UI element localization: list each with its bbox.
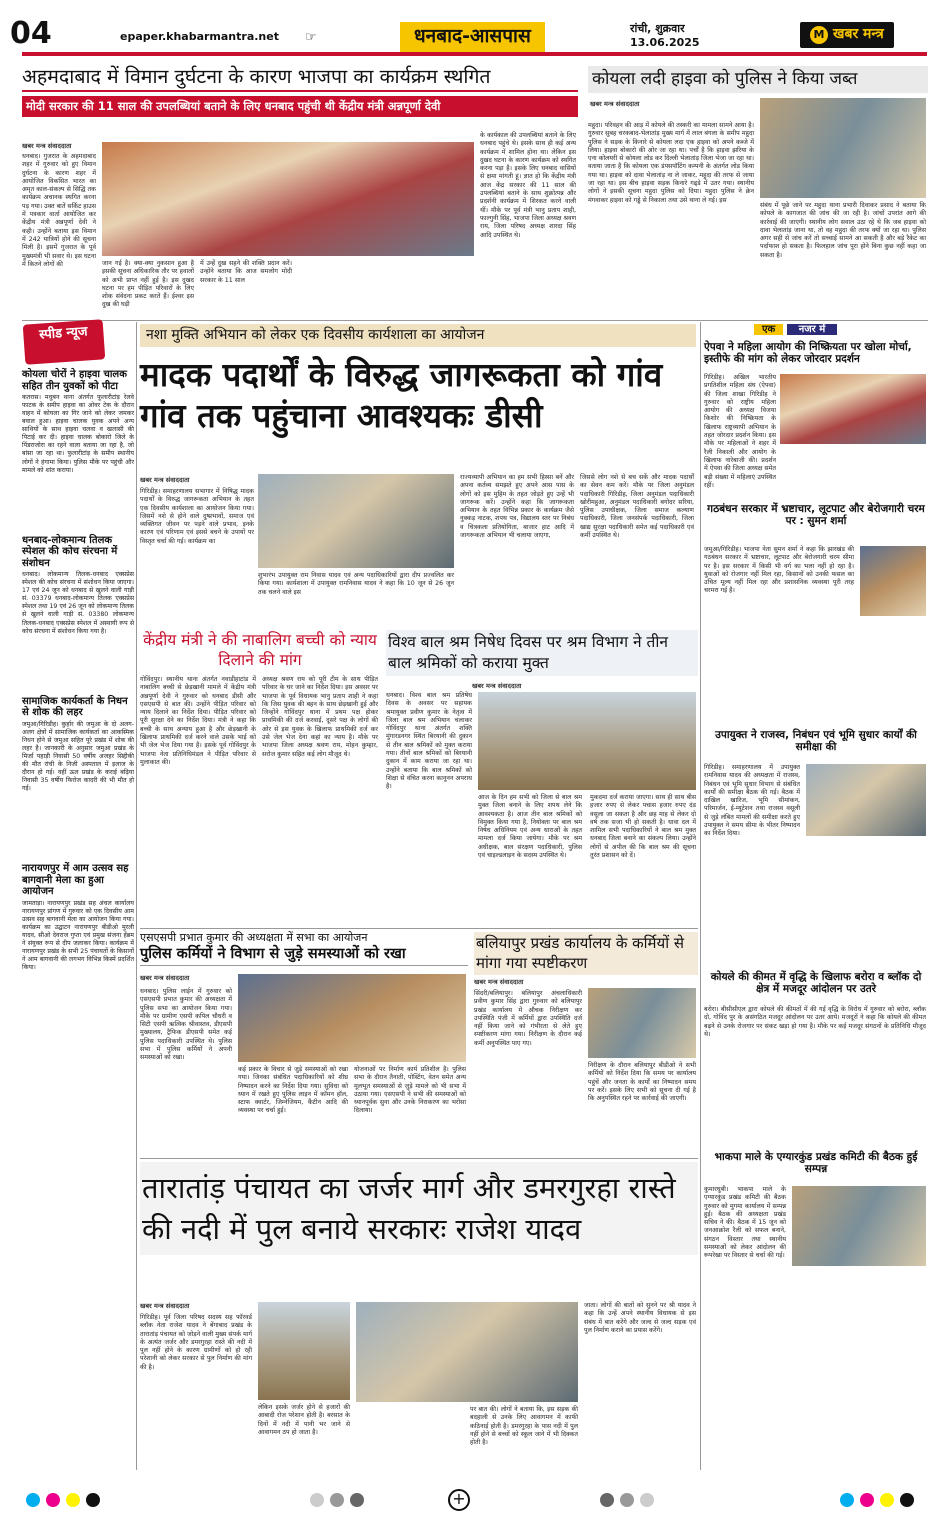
registration-mark xyxy=(66,1493,80,1507)
kicker: एसएसपी प्रभात कुमार की अध्यक्षता में सभा का आयोजन xyxy=(140,931,368,944)
body-col-2: शुभारंभ उपायुक्त राम निवास यादव एवं अन्य पदाधिकारियों द्वारा दीप प्रज्वलित कर किया गया। कार्यशाला में उपायुक्त रामनिवास यादव ने कहा कि 10 जून से 26 जून तक चलने वाले इस xyxy=(258,572,454,596)
cursor-icon: ☞ xyxy=(305,30,317,45)
item-title: धनबाद-लोकमान्य तिलक स्पेशल की कोच संरचना में संशोधन xyxy=(22,534,118,569)
news-photo xyxy=(860,546,926,616)
registration-mark xyxy=(900,1493,914,1507)
byline: खबर मन्त्र संवाददाता xyxy=(140,476,190,484)
byline: खबर मन्त्र संवाददाता xyxy=(474,978,524,986)
date-block xyxy=(630,22,700,51)
divider xyxy=(140,1158,698,1159)
registration-mark xyxy=(600,1493,614,1507)
headline: पुलिस कर्मियों ने विभाग से जुड़े समस्याओं को रखा xyxy=(140,947,468,966)
section-title: धनबाद-आसपास xyxy=(400,22,545,52)
item-text: जमुआ/गिरिडीह। कुर्हार की जमुआ के दो अलग-अलग क्षेत्रों में सामाजिक कार्यकर्ता का आकस्मिक निधन होने से जमुआ सहित पूरे प्रखंड में शोक की लहर है। जानकारी के अनुसार जमुआ प्रखंड के मिर्जा पहाड़ी निवासी 50 वर्षीय अजहर सिद्दीकी की मौत रांची के निजी अस्पताल में इलाज के दौरान हो गई। वहीं ऊल प्रखंड के कराई बढ़िया निवासी 35 वर्षीय फिरोज कादरी की भी मौत हो गई। xyxy=(22,720,134,793)
story-coal-truck xyxy=(588,66,928,318)
news-photo xyxy=(478,692,696,790)
item-title: भाकपा माले के एग्यारकुंड प्रखंड कमिटी की बैठक हुई सम्पन्न xyxy=(714,1151,918,1175)
registration-mark xyxy=(86,1493,100,1507)
body-col-3: पर बात की। लोगों ने बताया कि, इस सड़क की बदहाली से उनके लिए आवागमन में काफी कठिनाई होती है। डमरगुरहा के पास नदी में पुल नहीं होने से बच्चों को स्कूल जाने में भी दिक्कत होती है। xyxy=(470,1406,578,1447)
item-title: नारायणपुर में आम उत्सव सह बागवानी मेला का हुआ आयोजन xyxy=(22,863,129,898)
panel-label-one: एक xyxy=(754,324,783,335)
body-col-2: अध्यक्ष श्रवण राय को पूरी टीम के साथ पीड़ित परिवार के घर जाने का निर्देश दिया। इस अवसर पर भाजपा के पूर्व विधायक भानु प्रताप शाही ने कहा कि जिस युवक की बहन के साथ छेड़खानी हुई और जिन्होंने गोविंदपुर थाना में प्रथम पक्ष होकर प्राथमिकी की दर्ज करवाई, दूसरे पक्ष के लोगों की ओर से इस युवक के खिलाफ प्राथमिकी दर्ज कर उसे जेल भेज देना कहां का न्याय है। मौके पर भाजपा जिला अध्यक्ष श्रवण राय, मोहन कुम्हार, सरोज कुमार सहित कई लोग मौजूद थे। xyxy=(262,676,378,758)
story-child-labour xyxy=(386,630,698,924)
story-road-bridge xyxy=(140,1162,698,1470)
news-photo xyxy=(780,374,926,444)
item-text: धनबाद। लोकमान्य तिलक-धनबाद एक्सप्रेस स्पेशल की कोच संरचना में संशोधन किया जाएगा। 17 एवं 24 जून को धनबाद से खुलने वाली गाड़ी सं. 03379 धनबाद-लोकमान्य तिलक एक्सप्रेस स्पेशल तथा 19 एवं 26 जून को लोकमान्य तिलक से खुलने वाली गाड़ी सं. 03380 लोकमान्य तिलक-धनबाद एक्सप्रेस स्पेशल में अस्थायी रूप से कोच संरचना में संशोधन किया गया है। xyxy=(22,571,134,635)
body-col-2: निरीक्षण के दौरान बलियापुर बीडीओ ने सभी कर्मियों को निर्देश दिया कि समय पर कार्यालय पहुंचें और जनता के कार्यों का निष्पादन समय पर करें। इसके लिए सभी को सूचना दी गई है कि अनुपस्थित रहने पर कार्रवाई की जाएगी। xyxy=(588,1062,696,1103)
body-col-2: संबंध में पूछे जाने पर महुदा थाना प्रभारी दिवाकर प्रसाद ने बताया कि कोयले के कागजात की जांच की जा रही है। जांचों उपरांत आगे की कार्रवाई की जाएगी। स्थानीय लोग सवाल उठा रहे थे कि जब हाइवा को दावा भेलातांड़ जाना था, तो वह महुदा की तरफ क्यों जा रहा था। पुलिस अगर सही से जांच करें तो सच्चाई सामने आ सकती है और बड़े रैकेट का पर्दाफाश हो सकता है। फिलहाल जांच पूरा होने बिना कुछ नहीं कहा जा सकता है। xyxy=(760,202,926,259)
item-text: कुमारधुबी। भाकपा माले के एग्यारकुंड प्रखंड कमिटी की बैठक गुरुवार को मुगमा कार्यालय में सम्पन्न हुई। बैठक की अध्यक्षता प्रखंड सचिव ने की। बैठक में 15 जून को जनआक्रोश रैली को सफल बनाने, संगठन विस्तार तथा स्थानीय समस्याओं को लेकर आंदोलन की रूपरेखा पर विस्तार से चर्चा की गई। xyxy=(704,1186,786,1260)
headline: केंद्रीय मंत्री ने की नाबालिग बच्ची को न्याय दिलाने की मांग xyxy=(143,631,377,670)
body-col-2: लेकिन इसके जर्जर होने से हजारों की आबादी रोज परेशान होती है। बरसात के दिनों में नदी में पानी भर जाने से आवागमन ठप हो जाता है। xyxy=(258,1404,350,1436)
body-col-3: राज्यव्यापी अभियान का हम सभी हिस्सा बनें और अपना कर्तव्य समझते हुए अपने आस पास के लोगों को इस मुहिम के तहत जोड़ते हुए उन्हें भी जागरूक करें। उन्होंने कहा कि जागरूकता अभियान के तहत विभिन्न प्रकार के कार्यक्रम जैसे नुक्कड़ नाटक, शपथ पत्र, विद्यालय स्तर पर निबंध व चित्रकला प्रतियोगिता, बाजार हाट आदि में जागरूकता अभियान भी चलाया जाएगा, xyxy=(460,474,574,540)
city-day: रांची, शुक्रवार xyxy=(630,22,685,35)
byline: खबर मन्त्र संवाददाता xyxy=(22,142,72,150)
brand-logo xyxy=(800,22,894,48)
body-col-2: कई प्रकार के विचार से जुड़े समस्याओं को रखा गया। जिनका संबंधित पदाधिकारियों को शीघ्र निष्पादन करने का निर्देश दिया गया। सुविधा को ध्यान में रखते हुए पुलिस लाइन में कॉमन हॉल, स्टाफ क्वार्टर, जिम्नेजियम, कैंटीन आदि की व्यवस्था पर चर्चा हुई। xyxy=(238,1066,348,1115)
item-text: गिरिडीह। अखिल भारतीय प्रगतिशील महिला संघ (ऐपवा) की जिला शाखा गिरिडीह ने गुरुवार को राष्ट्रीय महिला आयोग की अध्यक्ष विजया किशोर की निष्क्रियता के खिलाफ राष्ट्रव्यापी अभियान के तहत जोरदार प्रदर्शन किया। इस मौके पर महिलाओं ने शहर में रैली निकाली और आयोग के खिलाफ नारेबाजी की। प्रदर्शन में ऐपवा की जिला अध्यक्ष समेत बड़ी संख्या में महिलाएं उपस्थित रहीं। xyxy=(704,374,776,489)
ek-nazar-panel xyxy=(704,324,928,1470)
news-photo xyxy=(238,974,466,1062)
body-col-3: योजनाओं पर निर्माण कार्य प्रतिशील है। पुलिस सभा के दौरान तैनाती, पोस्टिंग, वेतन समेत अन्य मूलभूत समस्याओं से जुड़े मामले को भी सभा में उठाया गया। एसएसपी ने सभी की समस्याओं को ध्यानपूर्वक सुना और उनके निराकरण का भरोसा दिलाया। xyxy=(354,1066,466,1115)
brand-name: खबर मन्त्र xyxy=(833,26,884,42)
body-col-3: मुकदमा दर्ज कराया जाएगा। साथ ही साथ बीस हजार रुपए से लेकर पचास हजार रुपए दंड वसूला जा सकता है और छह माह से लेकर दो वर्ष तक सजा भी हो सकती है। धावा दल में शामिल सभी पदाधिकारियों ने बाल श्रम मुक्त धनबाद जिला बनाने का संकल्प लिया। उन्होंने लोगों से अपील की कि बाल श्रम की सूचना तुरंत प्रशासन को दें। xyxy=(590,794,696,860)
item-title: उपायुक्त ने राजस्व, निबंधन एवं भूमि सुधार कार्यों की समीक्षा की xyxy=(715,729,917,753)
story-plane-crash xyxy=(22,66,578,318)
speed-news-item xyxy=(22,863,134,972)
crosshair-icon: + xyxy=(448,1489,470,1511)
body-col-4: जाता। लोगों की बातों को सुनने पर श्री यादव ने कहा कि उन्हें अपने स्थानीय विधायक से इस संबंध में बात करेंगे और जल्द से जल्द सड़क एवं पुल निर्माण कराने का प्रयास करेंगे। xyxy=(584,1302,696,1334)
page-number: 04 xyxy=(10,16,52,51)
news-photo xyxy=(806,764,926,836)
divider xyxy=(22,320,928,321)
speed-news-badge: स्पीड न्यूज xyxy=(23,319,106,364)
registration-mark xyxy=(350,1493,364,1507)
registration-mark xyxy=(620,1493,634,1507)
issue-date: 13.06.2025 xyxy=(630,36,700,50)
body-col-4: के कार्यकाल की उपलब्धियां बताने के लिए धनबाद पहुंचे थे। इसके साथ ही कई अन्य कार्यक्रम में शामिल होना था। लेकिन इस दुखद घटना के कारण कार्यक्रम को स्थगित करना पड़ा है। इसके लिए धनबाद वासियों से क्षमा मांगती हूं। ज्ञात हो कि केंद्रीय मंत्री आज केंद्र सरकार की 11 साल की उपलब्धियां बताने के साथ शुक्रोत्पन्न और प्रदर्शनी कार्यक्रम में शिरकत करने वाली थीं। मौके पर पूर्व मंत्री भानु प्रताप शाही, फाल्गुनी सिंह, भाजपा जिला अध्यक्ष श्रवण राय, जिला परिषद अध्यक्ष शारदा सिंह आदि उपस्थित थे। xyxy=(480,132,576,239)
item-text: गिरिडीह। समाहरणालय में उपायुक्त रामनिवास यादव की अध्यक्षता में राजस्व, निबंधन एवं भूमि सुधार विभाग से संबंधित कार्यों की समीक्षा बैठक की गई। बैठक में दाखिल खारिज, भूमि सीमांकन, परिमार्जन, ई-म्यूटेशन तथा राजस्व वसूली से जुड़े लंबित मामलों की समीक्षा करते हुए उपायुक्त ने समय सीमा के भीतर निष्पादन का निर्देश दिया। xyxy=(704,764,800,838)
body-col-1: धनबाद। पुलिस लाईन में गुरुवार को एसएसपी प्रभात कुमार की अध्यक्षता में पुलिस सभा का आयोजन किया गया। मौके पर ग्रामीण एसपी कपिल चौधरी व सिटी एसपी ऋत्विक श्रीवास्तव, डीएसपी मुख्यालय, ट्रैफिक डीएसपी समेत कई पुलिस पदाधिकारी उपस्थित थे। पुलिस सभा में पुलिस कर्मियों ने अपनी समस्याओं को रखा। xyxy=(140,988,232,1062)
body-col-1: गिरिडीह। समाहरणालय सभागार में निषिद्ध मादक पदार्थों के विरुद्ध जागरूकता अभियान के तहत एक दिवसीय कार्यशाला का आयोजन किया गया। जिसमें नशे से होने वाले दुष्प्रभावों, समाज एवं व्यक्तिगत जीवन पर पड़ने वाले प्रभाव, इनके कारण एवं परिणाम एवं इससे बचने के उपायों पर विस्तृत चर्चा की गई। कार्यक्रम का xyxy=(140,488,254,545)
news-photo xyxy=(258,1302,350,1400)
byline: खबर मन्त्र संवाददाता xyxy=(590,100,640,108)
byline: खबर मन्त्र संवाददाता xyxy=(472,682,522,690)
news-photo xyxy=(760,98,926,198)
body-col-3: में उन्हें दुख सहने की शक्ति प्रदान करें। उन्होंने बताया कि आज समलोग मोदी सरकार के 11 साल xyxy=(200,260,292,284)
story-minor-justice xyxy=(140,630,380,924)
body-col-1: गिरिडीह। पूर्व जिला परिषद सदस्य सह फॉरवर्ड ब्लॉक नेता राजेश यादव ने बेंगाबाद प्रखंड के तारातांड़ पंचायत को जोड़ने वाली मुख्य संपर्क मार्ग के अत्यंत जर्जर और डमरगुरहा रास्ते की नदी में पुल नहीं होने के कारण ग्रामीणों को हो रही परेशानी को लेकर सरकार से पुल निर्माण की मांग की है। xyxy=(140,1314,252,1371)
news-photo xyxy=(792,1186,926,1266)
speed-news-item xyxy=(22,696,134,794)
news-photo xyxy=(258,474,454,568)
panel-label-two: नजर में xyxy=(787,324,838,335)
headline: तारातांड़ पंचायत का जर्जर मार्ग और डमरगुरहा रास्ते की नदी में पुल बनाये सरकारः राजेश यादव xyxy=(140,1162,698,1255)
item-text: बरोरा। बीसीसीएल द्वारा कोयले की कीमतों में की गई वृद्धि के विरोध में गुरुवार को बरोरा, ब्लॉक दो, गोविंद पुर के असंगठित मजदूर आंदोलन पर उतर आये। मजदूरों ने कहा कि कोयले की कीमत बढ़ने से उनके रोजगार पर संकट खड़ा हो गया है। मौके पर कई मजदूर संगठनों के प्रतिनिधि मौजूद थे। xyxy=(704,1006,926,1038)
item-text: जामताड़ा। नारायणपुर प्रखंड सह अंचल कार्यालय नारायणपुर प्रांगण में गुरुवार को एक दिवसीय आम उत्सव सह बागवानी मेला का आयोजन किया गया। कार्यक्रम का उद्घाटन नारायणपुर बीडीओ मुरली यादव, सीओ देवराज गुप्ता एवं प्रमुख संजना हेंब्रम ने संयुक्त रूप से दीप जलाकर किया। कार्यक्रम में नारायणपुर प्रखंड के सभी 25 पंचायतों के किसानों ने आम बागवानी की लगभग विभिन्न किस्में प्रदर्शित किया। xyxy=(22,899,134,972)
speed-news-item xyxy=(22,535,134,636)
story-police-meeting xyxy=(140,932,468,1154)
body-col-1: धनबाद। गुजरात के अहमदाबाद शहर में गुरुवार को हुए विमान दुर्घटना के कारण शहर में आयोजित विकसित भारत का अमृत काल-संकल्प से सिद्धि तक कार्यक्रम अचानक स्थगित करना पड़ गया। उक्त बातें सर्किट हाउस में पत्रकार वार्ता आयोजित कर केंद्रीय मंत्री अन्नपूर्णा देवी ने कही। उन्होंने बताया इस विमान में 242 यात्रियों होने की सूचना मिली है। इसमें गुजरात के पूर्व मुख्यमंत्री भी सवार थे। इस घटना में कितने लोगों की xyxy=(22,153,96,268)
item-title: ऐपवा ने महिला आयोग की निष्क्रियता पर खोला मोर्चा, इस्तीफे की मांग को लेकर जोरदार प्रदर्शन xyxy=(704,341,912,365)
body-col-2: जान गई है। क्या-क्या नुकसान हुआ है इसकी सूचना अधिकारिक तौर पर हवालों को अभी प्राप्त नहीं हुई है। इस दुखद घटना पर हम पीड़ित परिवारों के लिए शोक संवेदना प्रकट करते हैं। ईश्वर इस दुख की घड़ी xyxy=(102,260,194,309)
divider xyxy=(136,322,137,1470)
page-header xyxy=(0,0,945,62)
site-url[interactable]: epaper.khabarmantra.net xyxy=(120,30,279,43)
speed-news-column xyxy=(22,366,134,1470)
headline: अहमदाबाद में विमान दुर्घटना के कारण भाजपा का कार्यक्रम स्थगित xyxy=(22,66,578,92)
speed-news-item xyxy=(22,369,134,475)
body-col-1: सिंदरी/बलियापुर। बलियापुर अंचलाधिकारी प्रवीण कुमार सिंह द्वारा गुरुवार को बलियापुर प्रखंड कार्यालय में औचक निरीक्षण कर उपस्थिति पंजी में कर्मियों द्वारा उपस्थिति दर्ज नहीं किया जाने को गंभीरता से लेते हुए स्पष्टीकरण मांगा गया। निरीक्षण के दौरान कई कर्मी अनुपस्थित पाए गए। xyxy=(474,990,582,1047)
body-col-4: जिससे लोग नशे से बच सकें और मादक पदार्थों का सेवन कम करें। मौके पर जिला अनुमंडल पदाधिकारी गिरिडीह, जिला अनुमंडल पदाधिकारी खोरीमहुआ, अनुमंडल पदाधिकारी बगोदर सरिया, पुलिस उपाधीक्षक, जिला समाज कल्याण पदाधिकारी, जिला जनसंपर्क पदाधिकारी, जिला खाद्य सुरक्षा पदाधिकारी समेत कई पदाधिकारी एवं कर्मी उपस्थित थे। xyxy=(580,474,694,540)
panel-header xyxy=(704,324,928,338)
brand-icon: M xyxy=(810,26,828,44)
subheadline: मोदी सरकार की 11 साल की उपलब्धियां बताने के लिए धनबाद पहुंची थी केंद्रीय मंत्री अन्नपूर्णा देवी xyxy=(22,96,578,116)
news-photo xyxy=(102,142,474,256)
story-drug-awareness xyxy=(140,324,696,624)
registration-mark xyxy=(640,1493,654,1507)
headline: कोयला लदी हाइवा को पुलिस ने किया जब्त xyxy=(588,66,928,93)
registration-mark xyxy=(860,1493,874,1507)
headline: मादक पदार्थों के विरुद्ध जागरूकता को गांव गांव तक पहुंचाना आवश्यकः डीसी xyxy=(140,355,663,435)
item-title: कोयला चोरों ने हाइवा चालक सहित तीन युवकों को पीटा xyxy=(22,369,127,392)
news-photo xyxy=(588,988,696,1058)
item-title: गठबंधन सरकार में भ्रष्टाचार, लूटपाट और बेरोजगारी चरम पर : सुमन शर्मा xyxy=(707,503,925,527)
headline: विश्व बाल श्रम निषेध दिवस पर श्रम विभाग ने तीन बाल श्रमिकों को कराया मुक्त xyxy=(386,630,698,676)
body-col-1: धनबाद। विश्व बाल श्रम प्रतिषेध दिवस के अवसर पर सहायक श्रमायुक्त प्रवीण कुमार के नेतृत्व में जिला बाल श्रम अभियान चलाकर गोविंदपुर थाना अंतर्गत शक्ति मुंगारडनगर स्थित बिरयानी की दुकान से तीन बाल श्रमिकों को मुक्त कराया गया। तीनों बाल श्रमिकों को बिरयानी दुकान में काम कराया जा रहा था। उन्होंने बताया कि बाल श्रमिकों को शिक्षा से वंचित करना कानूनन अपराध है। xyxy=(386,692,472,791)
header-rule xyxy=(22,52,927,56)
item-text: जमुआ/गिरिडीह। भाजपा नेता सुमन शर्मा ने कहा कि झारखंड की गठबंधन सरकार में भ्रष्टाचार, लूटपाट और बेरोजगारी चरम सीमा पर है। इस सरकार में किसी भी वर्ग का भला नहीं हो रहा है। युवाओं को रोजगार नहीं मिल रहा, किसानों को उनकी फसल का उचित मूल्य नहीं मिल रहा और प्रशासनिक व्यवस्था पूरी तरह चरमरा गई है। xyxy=(704,546,854,595)
body-col-1: महुदा। परिवहन की आड़ में कोयले की तस्करी का मामला सामने आया है। गुरुवार सुबह चरकबाद-भेलातांड़ मुख्य मार्ग में लाल बंगला के समीप महुदा पुलिस ने सड़क के किनारे से कोयला लदा एक हाइवा को अपने कब्जे में लिया। हाइवा बोकारो की ओर जा रहा था। पर्चों है कि हाइवा झरिया के एना कोलयरी से कोयला लोड कर दिल्ली भेलातांड़ जिला भेजा जा रहा था। वताया जाता है कि कोयला एक डंपसपॉटिंग कम्पनी के अंतर्गत लोड किया गया था। हाइवा को दावा भेलातांड़ ना ले जाकर, महुदा की तरफ से जाया जा रहा था। इस बीच हाइवा सड़क किनारे गढ्डे में उतर गया। स्थानीय लोगों ने इसकी सूचना महुदा पुलिस को दिया। महुदा पुलिस ने क्रेन मंगवाकर हाइवा को गड्डे से निकाला तथा उसे थाना ले गई। इस xyxy=(588,122,754,204)
news-photo xyxy=(356,1302,578,1402)
byline: खबर मन्त्र संवाददाता xyxy=(140,974,190,982)
body-col-1: गोविंदपुर। स्थानीय थाना अंतर्गत नवाडीहाटांड में नाबालिग बच्ची से छेड़खानी मामले में केंद्रीय मंत्री अन्नपूर्णा देवी ने गुरुवार को धनबाद डीसी और एसएसपी से बात की। उन्होंने पीड़ित परिवार को न्याय दिलाने का निर्देश दिया। पीड़ित परिवार को पूरी सुरक्षा देने का निर्देश दिया। मंत्री ने कहा कि बच्ची के साथ अन्याय हुआ है और छेड़खानी के खिलाफ प्राथमिकी दर्ज करने वाले उसके भाई को भी जेल भेज दिया गया है। इसके पूर्व गोविंदपुर के भाजपा नेता प्रतिनिधिमंडल ने पीड़ित परिवार से मुलाकात की। xyxy=(140,676,256,766)
registration-mark xyxy=(46,1493,60,1507)
body-col-2: आज के दिन हम सभी को जिला से बाल श्रम मुक्त जिला बनाने के लिए शपथ लेने कि आवश्यकता है। आज तीन बाल श्रमिकों को विमुक्त किया गया है, नियोक्ता पर बाल श्रम निषेध अधिनियम एवं अन्य धाराओं के तहत मामला दर्ज किया जायेगा। मौके पर श्रम अधीक्षक, बाल संरक्षण पदाधिकारी, पुलिस एवं चाइल्डलाइन के सदस्य उपस्थित थे। xyxy=(478,794,582,860)
kicker: नशा मुक्ति अभियान को लेकर एक दिवसीय कार्यशाला का आयोजन xyxy=(140,324,696,347)
divider xyxy=(140,928,698,929)
item-title: सामाजिक कार्यकर्ता के निधन से शोक की लहर xyxy=(22,695,128,719)
registration-mark xyxy=(330,1493,344,1507)
registration-mark xyxy=(880,1493,894,1507)
item-text: कतरास। मधुबन थाना अंतर्गत फूलारीटांड़ रेलवे फाटक के समीप हाइवा का ओवर टेक के दौरान वाहन में कोयला का गिर जाने को लेकर जमकर बवाल हुआ। हाइवा चालक युवक अपने अन्य साथियों के साथ हाइवा चलवा व खलासी की पिटाई कर दी। हाइवा चालक बोकारो जिले के पिंडराजोरा का रहने वाला बताया जा रहा है, जो बांसा जा रहा था। फुलारीटांड़ के समीप स्थानीय लोगों ने हंगामा किया। पुलिस मौके पर पहुंची और मामले को शांत कराया। xyxy=(22,394,134,474)
headline: बलियापुर प्रखंड कार्यालय के कर्मियों से मांगा गया स्पष्टीकरण xyxy=(474,932,698,975)
registration-mark xyxy=(840,1493,854,1507)
registration-mark xyxy=(26,1493,40,1507)
story-block-office xyxy=(474,932,698,1154)
byline: खबर मन्त्र संवाददाता xyxy=(140,1302,190,1310)
registration-mark xyxy=(310,1493,324,1507)
divider xyxy=(700,322,701,1470)
item-title: कोयले की कीमत में वृद्धि के खिलाफ बरोरा व ब्लॉक दो क्षेत्र में मजदूर आंदोलन पर उतरे xyxy=(710,971,922,995)
